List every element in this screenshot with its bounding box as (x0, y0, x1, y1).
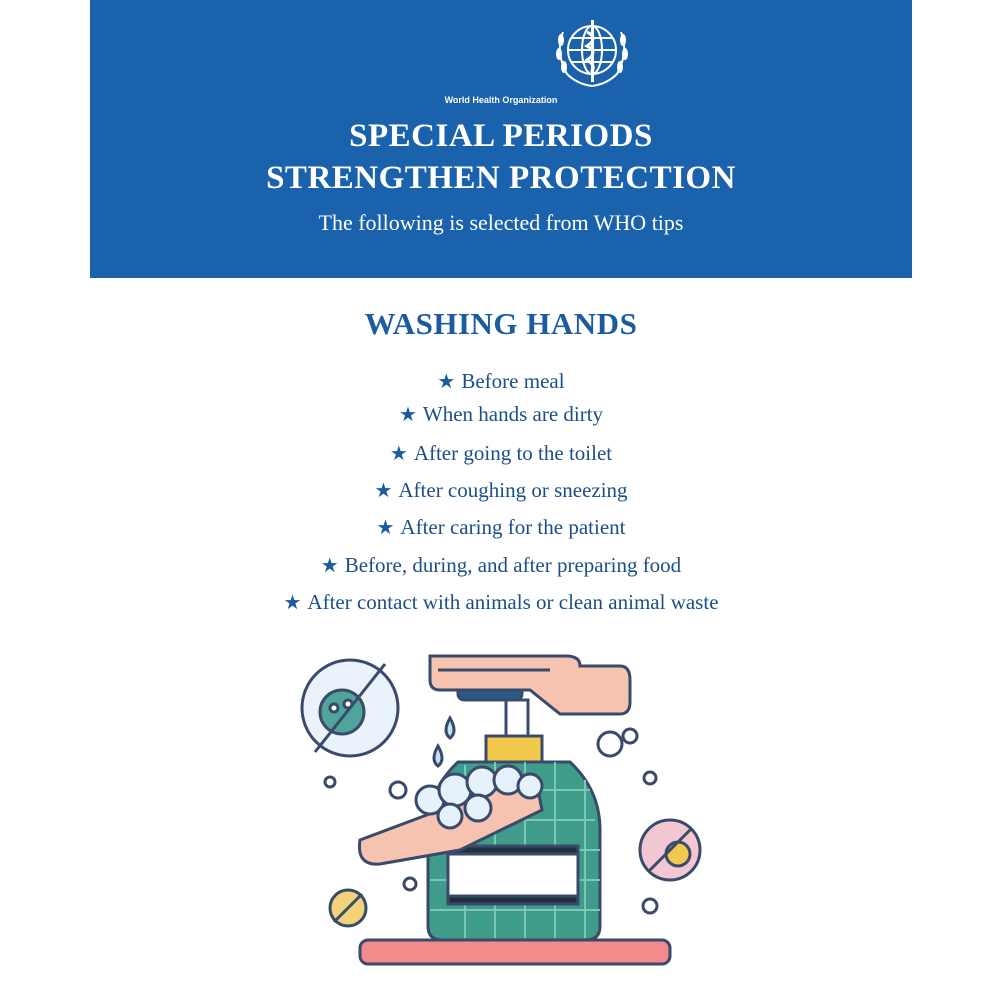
page-title-line-2: STRENGTHEN PROTECTION (266, 160, 736, 196)
tip-text: After contact with animals or clean animal waste (307, 590, 719, 614)
header-banner (90, 0, 912, 278)
tip-item (0, 515, 1002, 540)
tip-item (0, 553, 1002, 578)
star-icon: ★ (283, 590, 302, 614)
germ-icon (330, 890, 366, 926)
star-icon: ★ (320, 553, 339, 577)
org-name: World Health Organization (444, 95, 558, 105)
tip-item (0, 369, 1002, 394)
tip-text: Before meal (461, 369, 565, 393)
star-icon: ★ (374, 478, 393, 502)
tip-text: Before, during, and after preparing food (344, 553, 682, 577)
star-icon: ★ (398, 402, 417, 426)
section-heading: WASHING HANDS (364, 306, 638, 341)
star-icon: ★ (376, 515, 395, 539)
handwashing-illustration (290, 640, 730, 980)
tip-item (0, 441, 1002, 466)
star-icon: ★ (437, 369, 456, 393)
tip-text: After going to the toilet (413, 441, 613, 465)
hand-icon (430, 656, 630, 714)
germ-icon (640, 820, 700, 880)
star-icon: ★ (389, 441, 408, 465)
who-emblem-icon (547, 12, 637, 90)
tip-item (0, 478, 1002, 503)
tip-text: When hands are dirty (422, 402, 604, 426)
page-subtitle: The following is selected from WHO tips (318, 210, 684, 235)
germ-icon (302, 660, 398, 756)
tip-item (0, 590, 1002, 615)
tray-shape (360, 940, 670, 964)
page-title-line-1: SPECIAL PERIODS (349, 118, 653, 154)
tip-text: After caring for the patient (400, 515, 626, 539)
tip-item (0, 402, 1002, 427)
tip-text: After coughing or sneezing (398, 478, 628, 502)
